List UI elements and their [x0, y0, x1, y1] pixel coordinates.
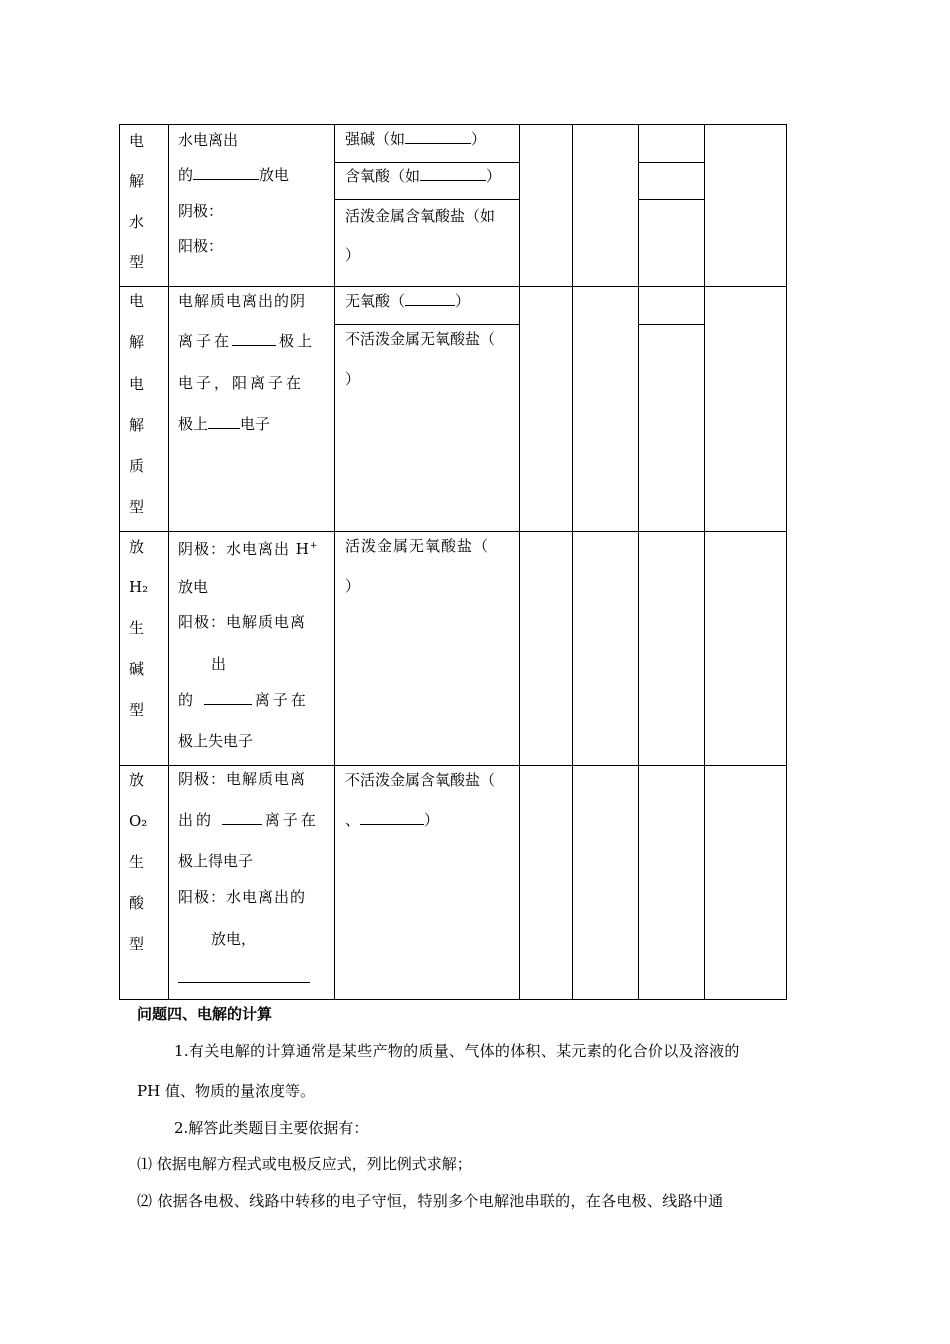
col-divider: [704, 124, 705, 1000]
table-border-top: [119, 124, 787, 125]
paragraph: PH 值、物质的量浓度等。: [137, 1082, 315, 1100]
fill-blank[interactable]: [193, 165, 259, 180]
fill-blank[interactable]: [420, 166, 486, 181]
type-char: O₂: [129, 812, 148, 830]
type-char: 解: [129, 172, 145, 190]
fill-blank[interactable]: [405, 291, 455, 306]
col-divider: [334, 124, 335, 1000]
example-text: 不活泼金属无氧酸盐（: [345, 330, 496, 348]
type-char: 碱: [129, 660, 145, 678]
type-char: 生: [129, 619, 145, 637]
col-divider: [168, 124, 169, 1000]
sub-row-divider: [334, 162, 520, 163]
type-char: H₂: [129, 578, 149, 596]
paragraph: ⑵ 依据各电极、线路中转移的电子守恒，特别多个电解池串联的，在各电极、线路中通: [137, 1192, 724, 1210]
type-char: 电: [129, 375, 145, 393]
type-char: 生: [129, 853, 145, 871]
example-text: 强碱（如 ）: [345, 130, 487, 148]
col-divider: [519, 124, 520, 1000]
type-char: 型: [129, 935, 145, 953]
fill-blank[interactable]: [232, 331, 276, 346]
process-text: 出的 离子在: [178, 811, 319, 829]
sub-row-divider: [638, 324, 705, 325]
paragraph: 1.有关电解的计算通常是某些产物的质量、气体的体积、某元素的化合价以及溶液的: [174, 1042, 740, 1060]
process-text: 水电离出: [178, 131, 239, 149]
example-text: ）: [345, 246, 361, 264]
table-border-right: [786, 124, 787, 1000]
example-text: 不活泼金属含氧酸盐（: [345, 771, 496, 789]
type-char: 型: [129, 498, 145, 516]
process-text: 离子在 极上: [178, 332, 316, 350]
process-text: 阳极：: [178, 237, 224, 255]
process-text: 极上得电子: [178, 852, 254, 870]
process-text: 放电: [178, 578, 209, 596]
type-char: 解: [129, 333, 145, 351]
sub-row-divider: [638, 199, 705, 200]
process-text: 极上失电子: [178, 732, 254, 750]
table-border-left: [119, 124, 120, 1000]
type-char: 质: [129, 457, 145, 475]
process-text: 电子，阳离子在: [178, 374, 305, 392]
type-char: 电: [129, 132, 145, 150]
type-char: 解: [129, 416, 145, 434]
type-char: 放: [129, 771, 145, 789]
row-divider: [119, 531, 787, 532]
fill-blank-line[interactable]: [178, 982, 310, 983]
section-heading: 问题四、电解的计算: [137, 1005, 273, 1023]
example-text: 活泼金属无氧酸盐（: [345, 537, 490, 555]
type-char: 水: [129, 213, 145, 231]
type-char: 型: [129, 253, 145, 271]
col-divider: [638, 124, 639, 1000]
process-text: 阳极：电解质电离: [178, 613, 307, 631]
fill-blank[interactable]: [360, 810, 424, 825]
paragraph: ⑴ 依据电解方程式或电极反应式，列比例式求解；: [137, 1155, 472, 1173]
process-text: 的 放电: [178, 166, 290, 184]
process-text: 阴极：电解质电离: [178, 770, 307, 788]
paragraph: 2.解答此类题目主要依据有：: [174, 1119, 369, 1137]
fill-blank[interactable]: [208, 414, 240, 429]
fill-blank[interactable]: [405, 129, 471, 144]
sub-row-divider: [638, 162, 705, 163]
col-divider: [572, 124, 573, 1000]
process-text: 阴极：: [178, 202, 224, 220]
fill-blank[interactable]: [222, 810, 262, 825]
row-divider: [119, 765, 787, 766]
example-text: 活泼金属含氧酸盐（如: [345, 207, 496, 225]
sub-row-divider: [334, 324, 520, 325]
example-text: ）: [345, 577, 361, 595]
example-text: ）: [345, 370, 361, 388]
type-char: 型: [129, 701, 145, 719]
example-text: 含氧酸（如 ）: [345, 167, 502, 185]
process-text: 极上 电子: [178, 415, 271, 433]
sub-row-divider: [334, 199, 520, 200]
type-char: 电: [129, 292, 145, 310]
type-char: 放: [129, 538, 145, 556]
process-text: 的 离子在: [178, 691, 309, 709]
process-text: 阴极：水电离出 H+: [178, 540, 319, 558]
table-border-bottom: [119, 999, 787, 1000]
process-text: 放电，: [211, 930, 257, 948]
row-divider: [119, 286, 787, 287]
example-text: 、 ）: [345, 811, 440, 829]
process-text: 出: [211, 655, 227, 673]
example-text: 无氧酸（ ）: [345, 292, 471, 310]
process-text: 阳极：水电离出的: [178, 888, 307, 906]
type-char: 酸: [129, 894, 145, 912]
process-text: 电解质电离出的阴: [178, 292, 307, 310]
fill-blank[interactable]: [204, 690, 252, 705]
